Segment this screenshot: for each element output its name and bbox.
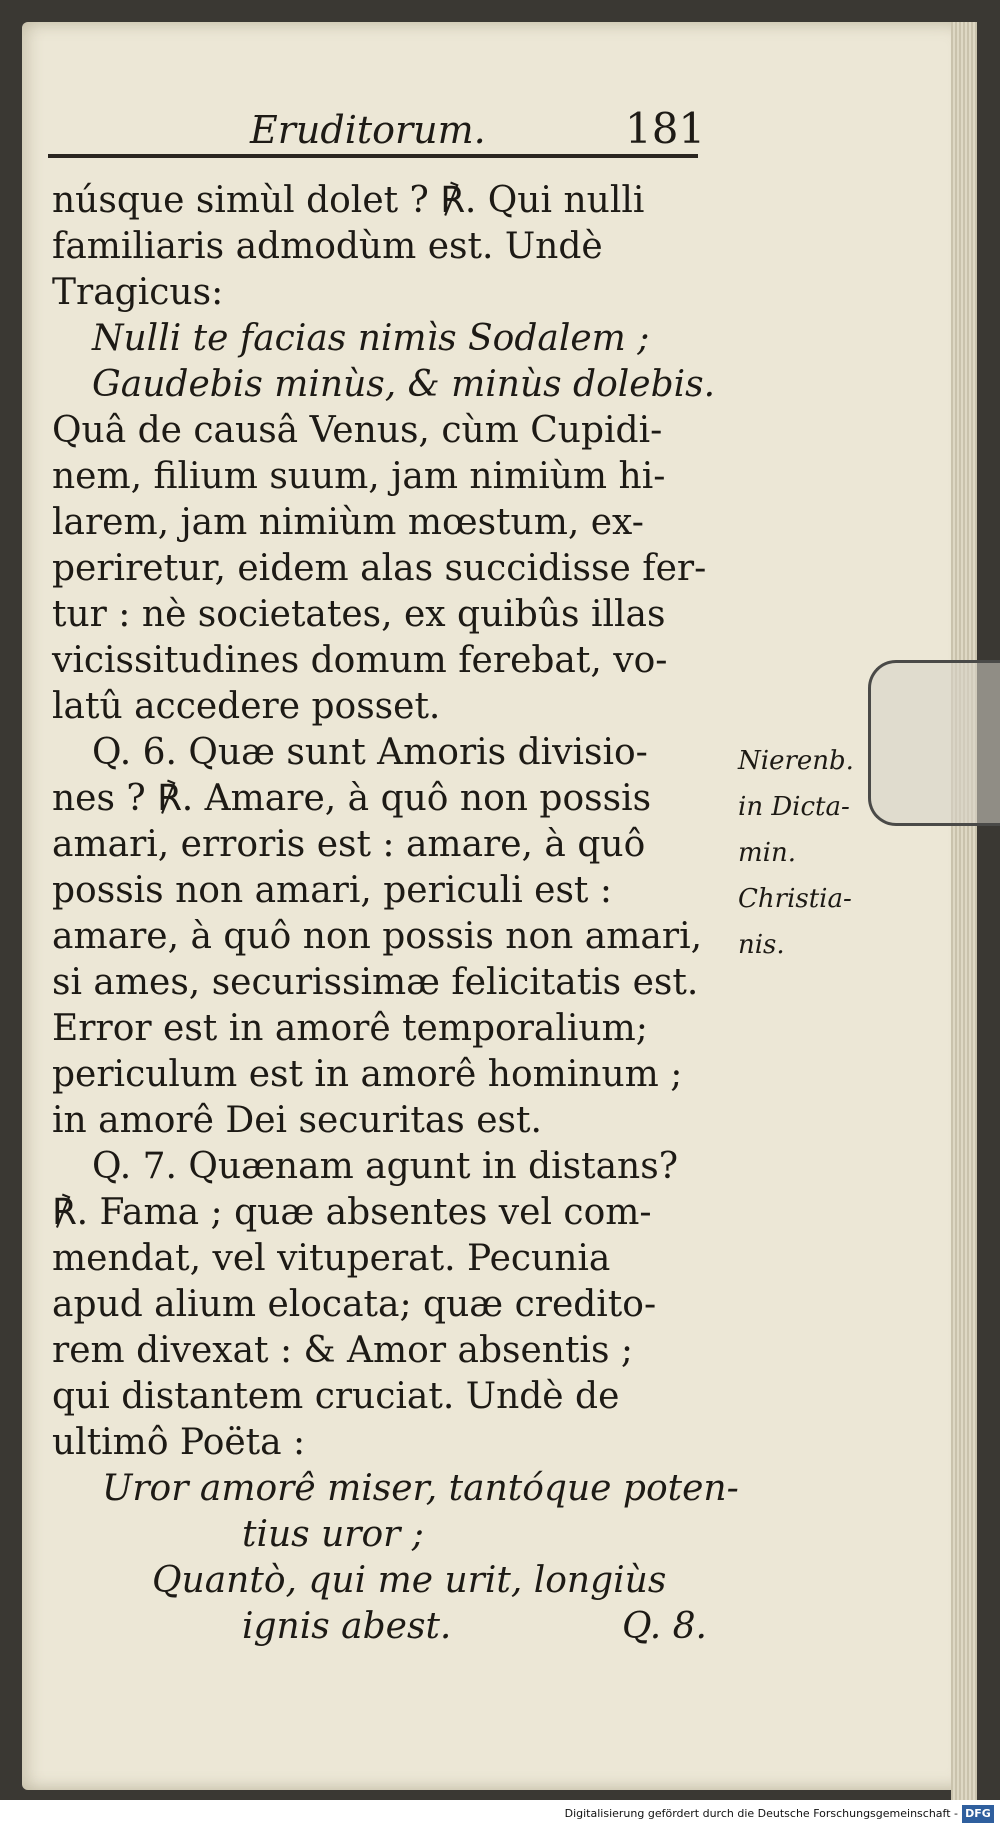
text-line: Tragicus: — [52, 272, 224, 313]
text-line: in amorê Dei securitas est. — [52, 1100, 542, 1141]
text-line: si ames, securissimæ felicitatis est. — [52, 962, 699, 1003]
text-line: periculum est in amorê hominum ; — [52, 1054, 683, 1095]
page-header — [40, 88, 706, 153]
text-line: latû accedere posset. — [52, 686, 441, 727]
verse-line: tius uror ; — [242, 1514, 424, 1555]
text-line: mendat, vel vituperat. Pecunia — [52, 1238, 611, 1279]
text-line: vicissitudines domum ferebat, vo- — [52, 640, 668, 681]
text-line: núsque simùl dolet ? ℟. Qui nulli — [52, 180, 645, 221]
text-line: nem, filium suum, jam nimiùm hi- — [52, 456, 666, 497]
text-line: apud alium elocata; quæ credito- — [52, 1284, 657, 1325]
text-line: amare, à quô non possis non amari, — [52, 916, 703, 957]
dfg-logo: DFG — [962, 1805, 994, 1823]
verse-line — [52, 1604, 707, 1650]
text-line: Q. 7. Quænam agunt in distans? — [92, 1146, 679, 1187]
text-line: periretur, eidem alas succidisse fer- — [52, 548, 707, 589]
verse-line: Gaudebis minùs, & minùs dolebis. — [92, 364, 716, 405]
verse-line: Uror amorê miser, tantóque poten- — [102, 1468, 739, 1509]
catchword: Q. 8. — [622, 1606, 707, 1647]
margin-note-line: Nierenb. — [738, 746, 854, 776]
text-line: tur : nè societates, ex quibûs illas — [52, 594, 666, 635]
page-edges — [951, 22, 977, 1812]
margin-note-line: Christia- — [738, 884, 852, 914]
page-number: 181 — [625, 104, 706, 153]
text-line: Error est in amorê temporalium; — [52, 1008, 648, 1049]
header-rule — [48, 154, 698, 158]
verse-line: Nulli te facias nimìs Sodalem ; — [92, 318, 650, 359]
text-line: qui distantem cruciat. Undè de — [52, 1376, 620, 1417]
text-line: ultimô Poëta : — [52, 1422, 306, 1463]
text-line: Q. 6. Quæ sunt Amoris divisio- — [92, 732, 648, 773]
verse-line: Quantò, qui me urit, longiùs — [152, 1560, 667, 1601]
footer-bar — [0, 1800, 1000, 1830]
margin-note-line: nis. — [738, 930, 785, 960]
text-line: ℟. Fama ; quæ absentes vel com- — [52, 1192, 652, 1233]
body-text — [52, 178, 739, 1650]
text-line: Quâ de causâ Venus, cùm Cupidi- — [52, 410, 663, 451]
text-line: nes ? ℟. Amare, à quô non possis — [52, 778, 652, 819]
text-line: possis non amari, periculi est : — [52, 870, 612, 911]
margin-note-line: in Dicta- — [738, 792, 850, 822]
margin-note — [738, 738, 898, 968]
verse-text: ignis abest. — [242, 1606, 452, 1647]
margin-note-line: min. — [738, 838, 796, 868]
text-line: rem divexat : & Amor absentis ; — [52, 1330, 633, 1371]
text-line: larem, jam nimiùm mœstum, ex- — [52, 502, 644, 543]
text-line: amari, erroris est : amare, à quô — [52, 824, 646, 865]
running-title: Eruditorum. — [250, 108, 486, 152]
text-line: familiaris admodùm est. Undè — [52, 226, 603, 267]
footer-credit: Digitalisierung gefördert durch die Deutsche Forschungsgemeinschaft - — [564, 1807, 958, 1820]
